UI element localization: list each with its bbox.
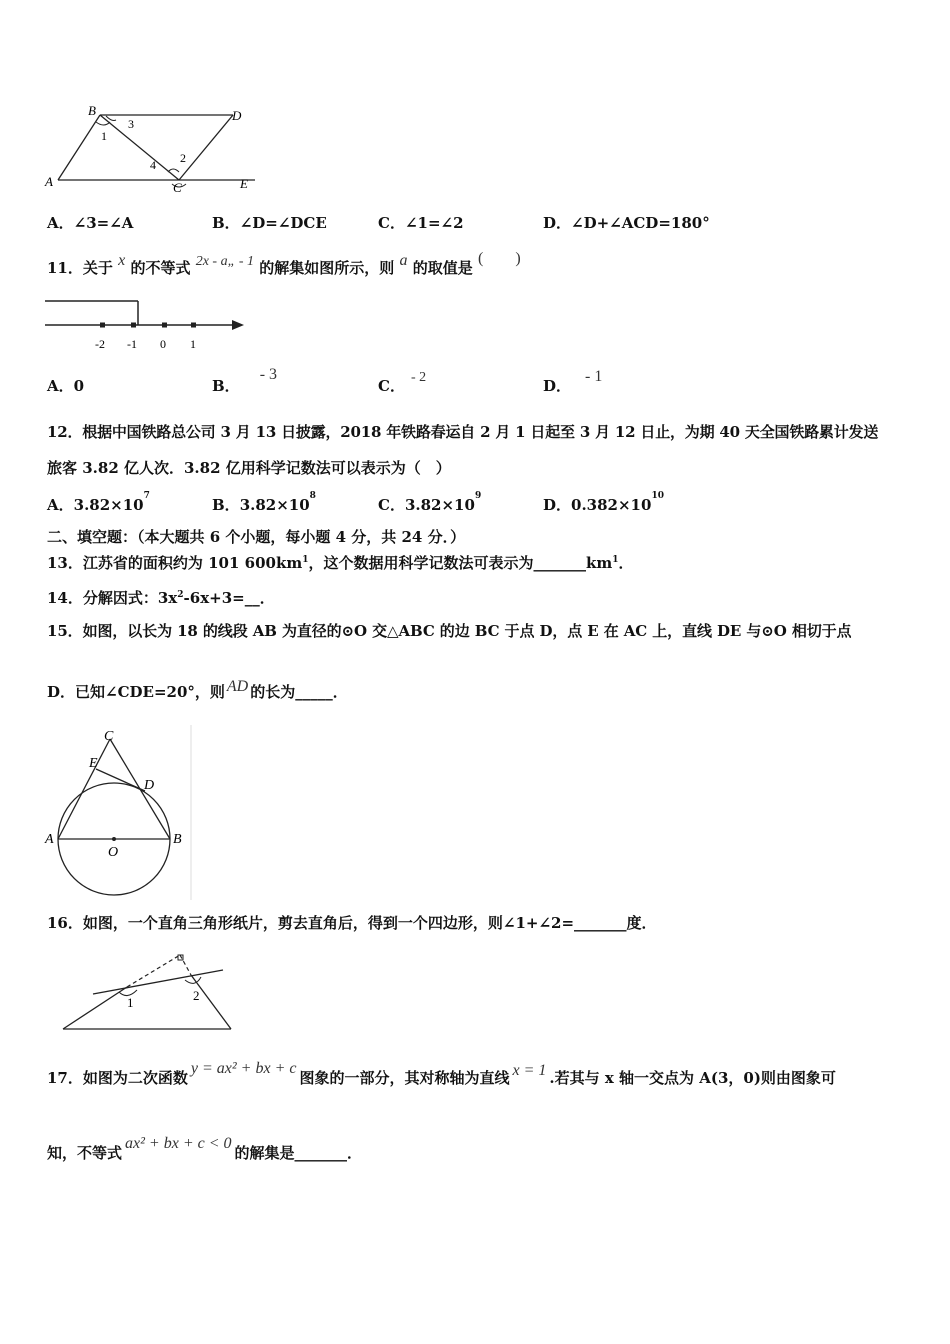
q15-stem-line2: D．已知∠CDE=20°，则 AD 的长为_____． bbox=[47, 678, 348, 701]
q11-tick-neg2: -2 bbox=[95, 337, 105, 351]
q10-option-c[interactable]: C．∠1=∠2 bbox=[378, 214, 464, 232]
q13-stem: 13．江苏省的面积约为 101 $600km^1$，这个数据用科学记数法可表示为$\_\_\_\_\_\_\_km^1$． bbox=[47, 554, 634, 572]
q17-stem-line2: 知，不等式ax² + bx + c < 0的解集是_______． bbox=[47, 1135, 363, 1162]
q11-tick-1: 1 bbox=[190, 337, 196, 351]
q10-angle-1: 1 bbox=[101, 129, 107, 143]
q10-label-c: C bbox=[173, 180, 182, 195]
q10-label-d: D bbox=[232, 108, 242, 123]
q11-tick-0: 0 bbox=[160, 337, 166, 351]
q11-option-b[interactable]: B．- 3 bbox=[212, 366, 278, 395]
q12-stem-line1: 12．根据中国铁路总公司 3 月 13 日披露，2018 年铁路春运自 2 月 1 日起至 3 月 12 日止，为期 40 天全国铁路累计发送 bbox=[47, 423, 879, 441]
q15-label-e: E bbox=[89, 756, 98, 771]
q12-option-b[interactable]: B．$3.82\times 10^8$ bbox=[212, 491, 316, 514]
q10-angle-4: 4 bbox=[150, 158, 156, 172]
q15-label-c: C bbox=[104, 729, 114, 744]
q15-stem-line1: 15．如图，以长为 18 的线段 AB 为直径的⊙O 交△ABC 的边 BC 于点 D，点 E 在 AC 上，直线 DE 与⊙O 相切于点 bbox=[47, 622, 852, 640]
q12-option-c[interactable]: C．$3.82\times 10^9$ bbox=[378, 491, 482, 514]
q15-label-a: A bbox=[45, 832, 54, 847]
q12-option-a[interactable]: A．$3.82\times 10^7$ bbox=[47, 491, 150, 514]
q14-stem: 14．分解因式：$3x^2-6x+3=\_\_$． bbox=[47, 589, 275, 607]
q10-angle-3: 3 bbox=[128, 117, 134, 131]
q15-label-d: D bbox=[144, 778, 155, 793]
q12-stem-line2: 旅客 3.82 亿人次．3.82 亿用科学记数法可以表示为（ ） bbox=[47, 459, 451, 477]
q16-angle-1: 1 bbox=[127, 995, 134, 1010]
q15-figure bbox=[40, 725, 195, 900]
q10-option-a[interactable]: A．∠3=∠A bbox=[47, 214, 134, 232]
q10-label-a: A bbox=[45, 174, 53, 189]
q11-stem: 11．关于 x 的不等式 2x - a„ - 1 的解集如图所示，则 a 的取值是 ( ) bbox=[47, 250, 521, 277]
q16-figure bbox=[55, 950, 240, 1035]
q10-option-d[interactable]: D．∠D+∠ACD=180° bbox=[543, 214, 710, 232]
q17-stem-line1: 17．如图为二次函数y = ax² + bx + c图象的一部分，其对称轴为直线 x = 1 .若其与 x 轴一交点为 A(3，0)则由图象可 bbox=[47, 1060, 836, 1087]
q12-option-d[interactable]: D．$0.382\times 10^{10}$ bbox=[543, 491, 664, 514]
q11-option-c[interactable]: C． - 2 bbox=[378, 370, 427, 395]
q15-label-b: B bbox=[173, 832, 182, 847]
q11-number-line bbox=[40, 295, 255, 355]
q10-option-b[interactable]: B．∠D=∠DCE bbox=[212, 214, 327, 232]
q10-angle-2: 2 bbox=[180, 151, 186, 165]
section-fill-blank-heading: 二、填空题：（本大题共 6 个小题，每小题 4 分，共 24 分．） bbox=[47, 528, 466, 546]
q15-label-o: O bbox=[108, 845, 119, 860]
q10-label-e: E bbox=[240, 176, 248, 191]
q11-option-d[interactable]: D．- 1 bbox=[543, 368, 603, 395]
q10-label-b: B bbox=[88, 103, 96, 118]
q10-figure bbox=[40, 100, 270, 195]
q16-angle-2: 2 bbox=[193, 988, 200, 1003]
q11-tick-neg1: -1 bbox=[127, 337, 137, 351]
q11-option-a[interactable]: A．0 bbox=[47, 377, 85, 395]
q16-stem: 16．如图，一个直角三角形纸片，剪去直角后，得到一个四边形，则∠1+∠2=_______度． bbox=[47, 914, 657, 932]
